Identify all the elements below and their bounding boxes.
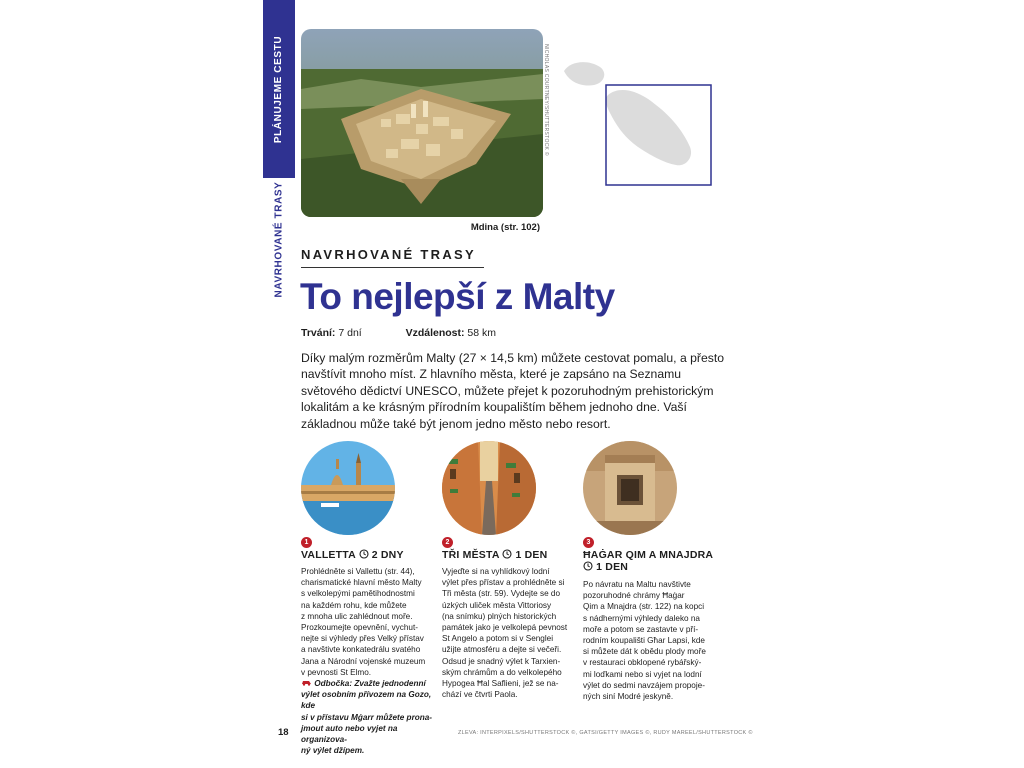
- stop-line: Po návratu na Maltu navštivte: [583, 580, 691, 589]
- stop-number-badge: 3: [583, 537, 594, 548]
- intro-line: světového dědictví UNESCO, můžete přejet k pozoruhodným prehistorickým: [301, 383, 714, 398]
- detour-line: výlet osobním přívozem na Gozo, kde: [301, 690, 432, 711]
- page-title: To nejlepší z Malty: [300, 276, 615, 317]
- section-side-label: NAVRHOVANÉ TRASY: [273, 181, 285, 297]
- clock-icon: [583, 561, 593, 571]
- stop-line: si můžete dát k obědu plody moře: [583, 647, 706, 657]
- stop-photo-hagar-qim: [583, 441, 677, 535]
- malta-locator-map: [560, 55, 715, 190]
- stop-duration: 1 DEN: [515, 549, 548, 561]
- stop-line: užijte atmosféru a dejte si večeři.: [442, 645, 562, 655]
- hero-photo-credit: NICHOLAS COURTNEY/SHUTTERSTOCK ©: [543, 44, 550, 156]
- detour-line: jmout auto nebo vyjet na organizova-: [301, 723, 398, 745]
- stop-line: St Angelo a potom si v Senglei: [442, 634, 554, 644]
- stop-line: ných siní Modré jeskyně.: [583, 692, 674, 702]
- stop-line: charismatické hlavní město Malty: [301, 578, 422, 588]
- stop-description: [442, 566, 574, 700]
- photo-credits: ZLEVA: INTERPIXELS/SHUTTERSTOCK ©, GATSI/GETTY IMAGES ©, RUDY MAREEL/SHUTTERSTOCK ©: [458, 730, 753, 736]
- clock-icon: [359, 549, 369, 559]
- stop-line: Jana a Národní vojenské muzeum: [301, 656, 426, 666]
- stop-heading: [301, 549, 404, 561]
- intro-line: navštívit mnoho míst. Z hlavního města, které je zapsáno na Seznamu: [301, 367, 682, 382]
- stop-description: [301, 566, 433, 756]
- stop-line: Prohlédněte si Vallettu (str. 44),: [301, 567, 415, 576]
- stop-line: výlet přes přístav a prohlédněte si: [442, 578, 565, 588]
- stop-line: s velkolepými pamětihodnostmi: [301, 589, 415, 599]
- detour-note: [301, 678, 433, 756]
- stop-line: mi loďkami nebo si vyjet na lodní: [583, 669, 702, 679]
- stop-line: Hypogea Ħal Saflieni, jež se na-: [442, 679, 559, 689]
- stop-heading: [583, 549, 713, 573]
- duration-label: Trvání:: [301, 327, 336, 339]
- route-meta: [301, 327, 496, 339]
- stop-line: v pevnosti St Elmo.: [301, 667, 372, 677]
- stop-line: úzkých uliček města Vittoriosy: [442, 600, 552, 610]
- detour-line: si v přístavu Mġarr můžete prona-: [301, 712, 433, 722]
- hero-photo-credit-wrap: [540, 40, 552, 160]
- section-divider: [301, 267, 484, 268]
- section-side-label-wrap: [263, 180, 295, 298]
- hero-caption: Mdina (str. 102): [470, 222, 540, 233]
- stop-line: výlet do sedmi navzájem propoje-: [583, 680, 705, 690]
- intro-line: Díky malým rozměrům Malty (27 × 14,5 km) můžete cestovat pomalu, a přesto: [301, 351, 724, 365]
- stop-line: Qim a Mnajdra (str. 122) na kopci: [583, 602, 705, 612]
- stop-line: Tři města (str. 59). Vydejte se do: [442, 589, 561, 599]
- stop-duration: 2 DNY: [371, 549, 404, 561]
- stop-line: pozoruhodné chrámy Ħaġar: [583, 591, 685, 601]
- stop-line: Vyjeďte si na vyhlídkový lodní: [442, 567, 550, 576]
- stop-number-badge: 2: [442, 537, 453, 548]
- distance-value: 58 km: [467, 327, 497, 339]
- stop-line: Odsud je snadný výlet k Tarxien-: [442, 656, 561, 666]
- stop-number-badge: 1: [301, 537, 312, 548]
- stop-line: na každém rohu, kde můžete: [301, 600, 407, 610]
- stop-line: chází ve čtvrti Paola.: [442, 690, 518, 700]
- detour-line: Odbočka: Zvažte jednodenní: [314, 679, 426, 689]
- stop-line: Prozkoumejte opevnění, vychut-: [301, 623, 418, 633]
- intro-paragraph: [301, 350, 726, 432]
- duration-value: 7 dní: [338, 327, 362, 339]
- stop-name: VALLETTA: [301, 549, 356, 561]
- stop-line: s nádhernými výhledy daleko na: [583, 613, 700, 623]
- page-number: 18: [278, 727, 289, 738]
- stop-line: památek jako je velkolepá pevnost: [442, 623, 568, 633]
- detour-line: ný výlet džípem.: [301, 746, 365, 756]
- stop-name: ĦAĠAR QIM A MNAJDRA: [583, 549, 714, 561]
- chapter-tab-label: PLÁNUJEME CESTU: [273, 35, 285, 143]
- stop-line: v restauraci obklopené rybářský-: [583, 658, 702, 668]
- car-icon: [301, 679, 312, 686]
- stop-heading: [442, 549, 547, 561]
- stop-line: ským chrámům a do velkolepého: [442, 667, 562, 677]
- section-label: NAVRHOVANÉ TRASY: [301, 247, 476, 262]
- stop-description: [583, 579, 715, 702]
- stop-line: rodním koupališti Għar Lapsi, kde: [583, 636, 705, 646]
- stop-photo-three-cities: [442, 441, 536, 535]
- stop-line: moře a potom se zastavte v pří-: [583, 624, 699, 634]
- stop-name: TŘI MĚSTA: [442, 549, 500, 561]
- stop-line: z mnoha ulic zahlédnout moře.: [301, 611, 413, 621]
- distance-label: Vzdálenost:: [405, 327, 465, 339]
- chapter-tab-label-wrap: [263, 0, 295, 178]
- stop-line: (na snímku) plných historických: [442, 611, 557, 621]
- intro-line: základnou může také být jenom jedno město nebo resort.: [301, 416, 611, 431]
- hero-photo-mdina: [301, 29, 543, 217]
- stop-line: a navštivte konkatedrálu svatého: [301, 645, 421, 655]
- intro-line: lokalitám a ke krásným přírodním koupalištím během jednoho dne. Vaší: [301, 400, 687, 415]
- stop-duration: 1 DEN: [596, 561, 629, 573]
- stop-line: nejte si výhledy přes Velký přístav: [301, 634, 424, 644]
- clock-icon: [502, 549, 512, 559]
- stop-photo-valletta: [301, 441, 395, 535]
